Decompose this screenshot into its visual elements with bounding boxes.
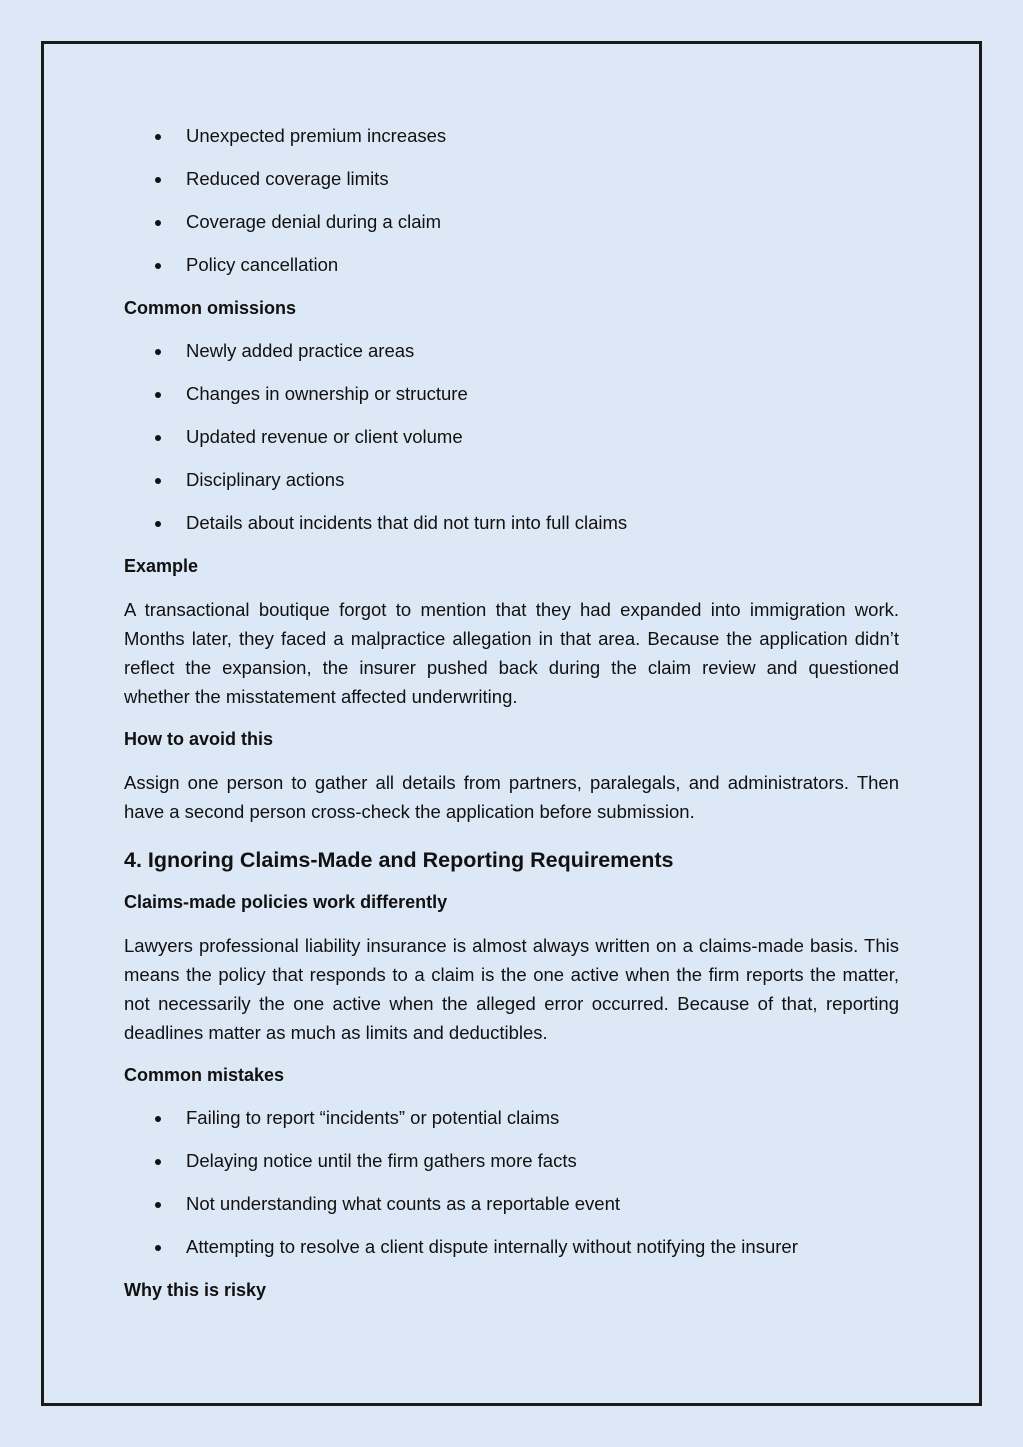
list-item	[124, 208, 899, 236]
list-item-text: Policy cancellation	[186, 254, 339, 275]
list-item	[124, 337, 899, 365]
example-paragraph: A transactional boutique forgot to mention that they had expanded into immigration work. Months later, they faced a malpractice allegation in that area. Because the application didn’t reflect the expansion, the insurer pushed back during the claim review and questioned whether the misstatement affected underwriting.	[124, 599, 899, 707]
why-risky-heading: Why this is risky	[124, 1280, 267, 1300]
list-item-text: Unexpected premium increases	[186, 125, 447, 146]
bullet-icon	[155, 1245, 161, 1251]
bullet-icon	[155, 478, 161, 484]
bullet-icon	[155, 392, 161, 398]
claims-made-heading: Claims-made policies work differently	[124, 892, 448, 912]
list-item-text: Disciplinary actions	[186, 469, 345, 490]
common-mistakes-list	[124, 1104, 899, 1261]
list-item	[124, 165, 899, 193]
how-to-avoid-paragraph: Assign one person to gather all details from partners, paralegals, and administrators. Then have a second person cross-check the application before submission.	[124, 772, 899, 822]
common-omissions-list	[124, 337, 899, 537]
section-4-title: 4. Ignoring Claims-Made and Reporting Requirements	[124, 848, 674, 872]
document-content	[124, 122, 899, 1319]
list-item	[124, 1147, 899, 1175]
list-item	[124, 509, 899, 537]
bullet-icon	[155, 521, 161, 527]
example-heading: Example	[124, 556, 199, 576]
bullet-icon	[155, 1159, 161, 1165]
list-item-text: Changes in ownership or structure	[186, 383, 468, 404]
bullet-icon	[155, 220, 161, 226]
list-item	[124, 380, 899, 408]
list-item-text: Attempting to resolve a client dispute internally without notifying the insurer	[186, 1236, 798, 1257]
bullet-icon	[155, 134, 161, 140]
list-item	[124, 423, 899, 451]
bullet-icon	[155, 435, 161, 441]
list-item-text: Not understanding what counts as a reportable event	[186, 1193, 621, 1214]
how-to-avoid-heading: How to avoid this	[124, 729, 274, 749]
list-item-text: Delaying notice until the firm gathers more facts	[186, 1150, 577, 1171]
bullet-icon	[155, 263, 161, 269]
list-item-text: Updated revenue or client volume	[186, 426, 463, 447]
bullet-icon	[155, 177, 161, 183]
list-item	[124, 466, 899, 494]
bullet-icon	[155, 1116, 161, 1122]
list-item-text: Coverage denial during a claim	[186, 211, 442, 232]
consequences-list	[124, 122, 899, 279]
list-item	[124, 1190, 899, 1218]
list-item-text: Failing to report “incidents” or potential claims	[186, 1107, 560, 1128]
list-item	[124, 1104, 899, 1132]
list-item-text: Newly added practice areas	[186, 340, 415, 361]
list-item-text: Reduced coverage limits	[186, 168, 389, 189]
list-item	[124, 122, 899, 150]
list-item-text: Details about incidents that did not turn into full claims	[186, 512, 628, 533]
common-omissions-heading: Common omissions	[124, 298, 297, 318]
common-mistakes-heading: Common mistakes	[124, 1065, 285, 1085]
list-item	[124, 1233, 899, 1261]
list-item	[124, 251, 899, 279]
claims-made-paragraph: Lawyers professional liability insurance is almost always written on a claims-made basis. This means the policy that responds to a claim is the one active when the firm reports the matter, not necessarily the one active when the alleged error occurred. Because of that, reporting deadlines matter as much as limits and deductibles.	[124, 935, 899, 1043]
bullet-icon	[155, 349, 161, 355]
bullet-icon	[155, 1202, 161, 1208]
